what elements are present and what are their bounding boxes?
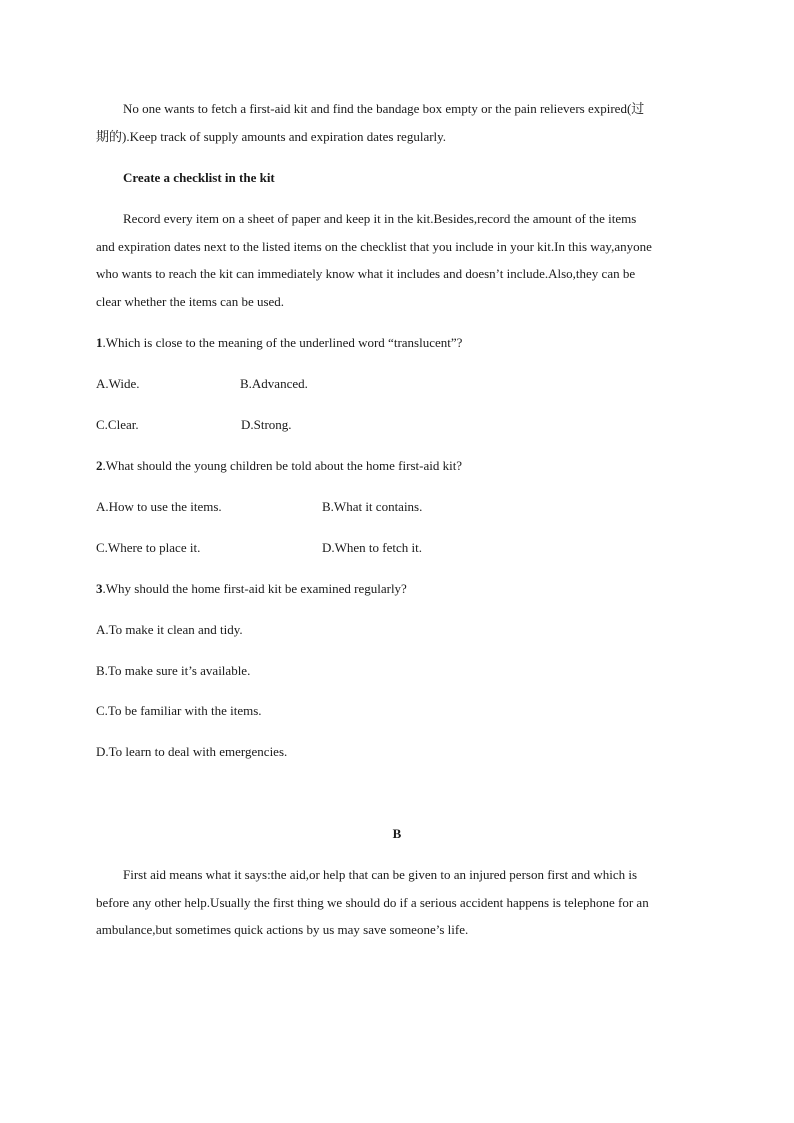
option-a: A.How to use the items.	[96, 499, 222, 514]
paragraph-line: and expiration dates next to the listed items on the checklist that you include in your kit.In this way,anyone	[96, 239, 652, 254]
option-c: C.Clear.	[96, 417, 139, 432]
paragraph-line: ambulance,but sometimes quick actions by us may save someone’s life.	[96, 922, 469, 937]
question-text: .What should the young children be told about the home first-aid kit?	[102, 458, 463, 473]
question-text: .Why should the home first-aid kit be examined regularly?	[102, 581, 407, 596]
option-c: C.To be familiar with the items.	[96, 703, 262, 718]
paragraph-line: before any other help.Usually the first thing we should do if a serious accident happens is telephone for an	[96, 895, 649, 910]
section-title: B	[392, 826, 402, 841]
question-text: .Which is close to the meaning of the underlined word “translucent”?	[102, 335, 463, 350]
paragraph-line: Record every item on a sheet of paper and keep it in the kit.Besides,record the amount of the items	[123, 211, 637, 226]
paragraph-line: clear whether the items can be used.	[96, 294, 285, 309]
option-d: D.Strong.	[241, 417, 292, 432]
section-heading: Create a checklist in the kit	[123, 170, 275, 185]
paragraph-line: No one wants to fetch a first-aid kit and find the bandage box empty or the pain relievers expired(过	[123, 101, 645, 116]
paragraph-line: who wants to reach the kit can immediately know what it includes and doesn’t include.Also,they can be	[96, 266, 636, 281]
option-d: D.To learn to deal with emergencies.	[96, 744, 288, 759]
paragraph-line: 期的).Keep track of supply amounts and expiration dates regularly.	[96, 129, 447, 144]
question-1	[96, 335, 462, 351]
option-a: A.To make it clean and tidy.	[96, 622, 243, 637]
option-b: B.To make sure it’s available.	[96, 663, 251, 678]
option-b: B.What it contains.	[322, 499, 423, 514]
question-number: 1	[96, 335, 103, 350]
option-d: D.When to fetch it.	[322, 540, 422, 555]
question-3	[96, 581, 407, 597]
option-a: A.Wide.	[96, 376, 140, 391]
question-number: 3	[96, 581, 103, 596]
paragraph-line: First aid means what it says:the aid,or help that can be given to an injured person first and which is	[123, 867, 638, 882]
option-b: B.Advanced.	[240, 376, 308, 391]
question-2	[96, 458, 462, 474]
option-c: C.Where to place it.	[96, 540, 201, 555]
question-number: 2	[96, 458, 103, 473]
